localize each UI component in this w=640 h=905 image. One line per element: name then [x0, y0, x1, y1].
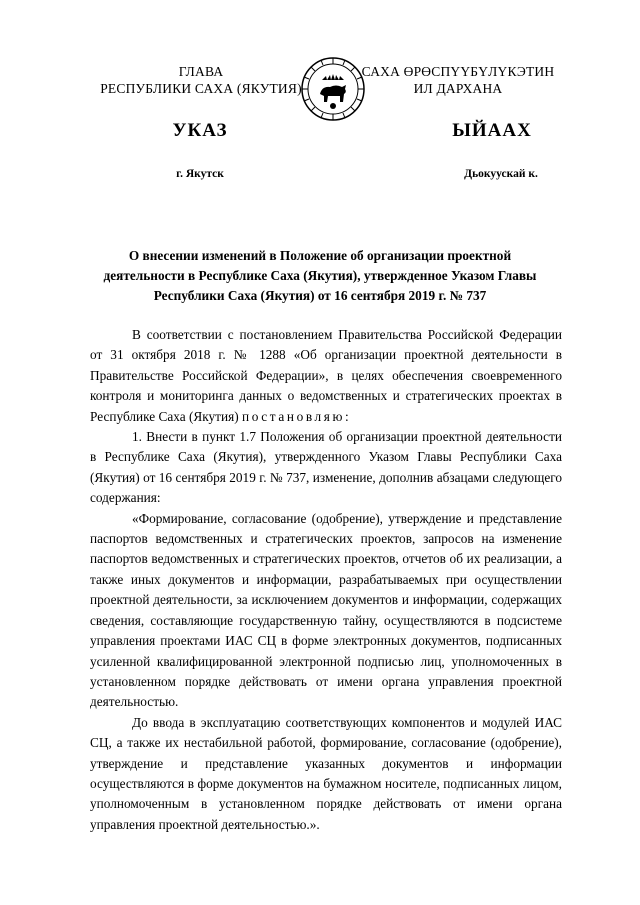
paragraph-1-text: В соответствии с постановлением Правительства Российской Федерации от 31 октября 2018 г. № 1288 «Об организации проектной деятельности в Правительстве Российской Федерации», в целях обеспечения своевременного контроля и мониторинга данных о ведомственных и стратегических проектах в Республике Саха (Якутия)	[90, 327, 562, 424]
header-left	[90, 63, 312, 97]
paragraph-1-decree: постановляю:	[241, 408, 352, 424]
header-left-line1: ГЛАВА	[178, 64, 224, 79]
header-right-line1: САХА ӨРӨСПҮҮБҮЛҮКЭТИН	[361, 64, 555, 79]
header-left-line2: РЕСПУБЛИКИ САХА (ЯКУТИЯ)	[100, 81, 302, 96]
coat-of-arms-emblem-icon	[300, 56, 366, 122]
header-right-line2: ИЛ ДАРХАНА	[413, 81, 503, 96]
paragraph-1	[90, 325, 562, 427]
paragraph-4: До ввода в эксплуатацию соответствующих компонентов и модулей ИАС СЦ, а также их нестабильной работой, формирование, согласование (одобрение), утверждение и представление указанных документов и информации осуществляются в форме документов на бумажном носителе, подписанных лицом, уполномоченным в установленном порядке действовать от имени органа управления проектной деятельностью.».	[90, 714, 562, 832]
doc-type-ru: УКАЗ	[172, 120, 228, 141]
doc-type-sah: ЫЙААХ	[452, 120, 532, 141]
document-body	[90, 325, 562, 835]
paragraph-3: «Формирование, согласование (одобрение), утверждение и представление паспортов ведомственных и стратегических проектов, запросов на изменение паспортов ведомственных и стратегических проектов, отчетов об их реализации, а также иных документов и информации, разрабатываемых при осуществлении проектной деятельности, за исключением документов и информации, содержащих сведения, составляющие государственную тайну, осуществляются в подсистеме управления проектами ИАС СЦ в форме электронных документов, подписанных усиленной квалифицированной электронной подписью лиц, уполномоченных в установленном порядке действовать от имени органа управления проектной деятельностью.	[90, 510, 562, 710]
header-right	[358, 63, 558, 97]
city-sah: Дьокуускай к.	[464, 168, 538, 180]
document-title: О внесении изменений в Положение об организации проектной деятельности в Республике Саха (Якутия), утвержденное Указом Главы Республики Саха (Якутия) от 16 сентября 2019 г. № 737	[103, 248, 537, 303]
city-ru: г. Якутск	[176, 168, 224, 180]
paragraph-2: 1. Внести в пункт 1.7 Положения об организации проектной деятельности в Республике Саха (Якутия), утвержденного Указом Главы Республики Саха (Якутия) от 16 сентября 2019 г. № 737, изменение, дополнив абзацами следующего содержания:	[90, 429, 562, 506]
